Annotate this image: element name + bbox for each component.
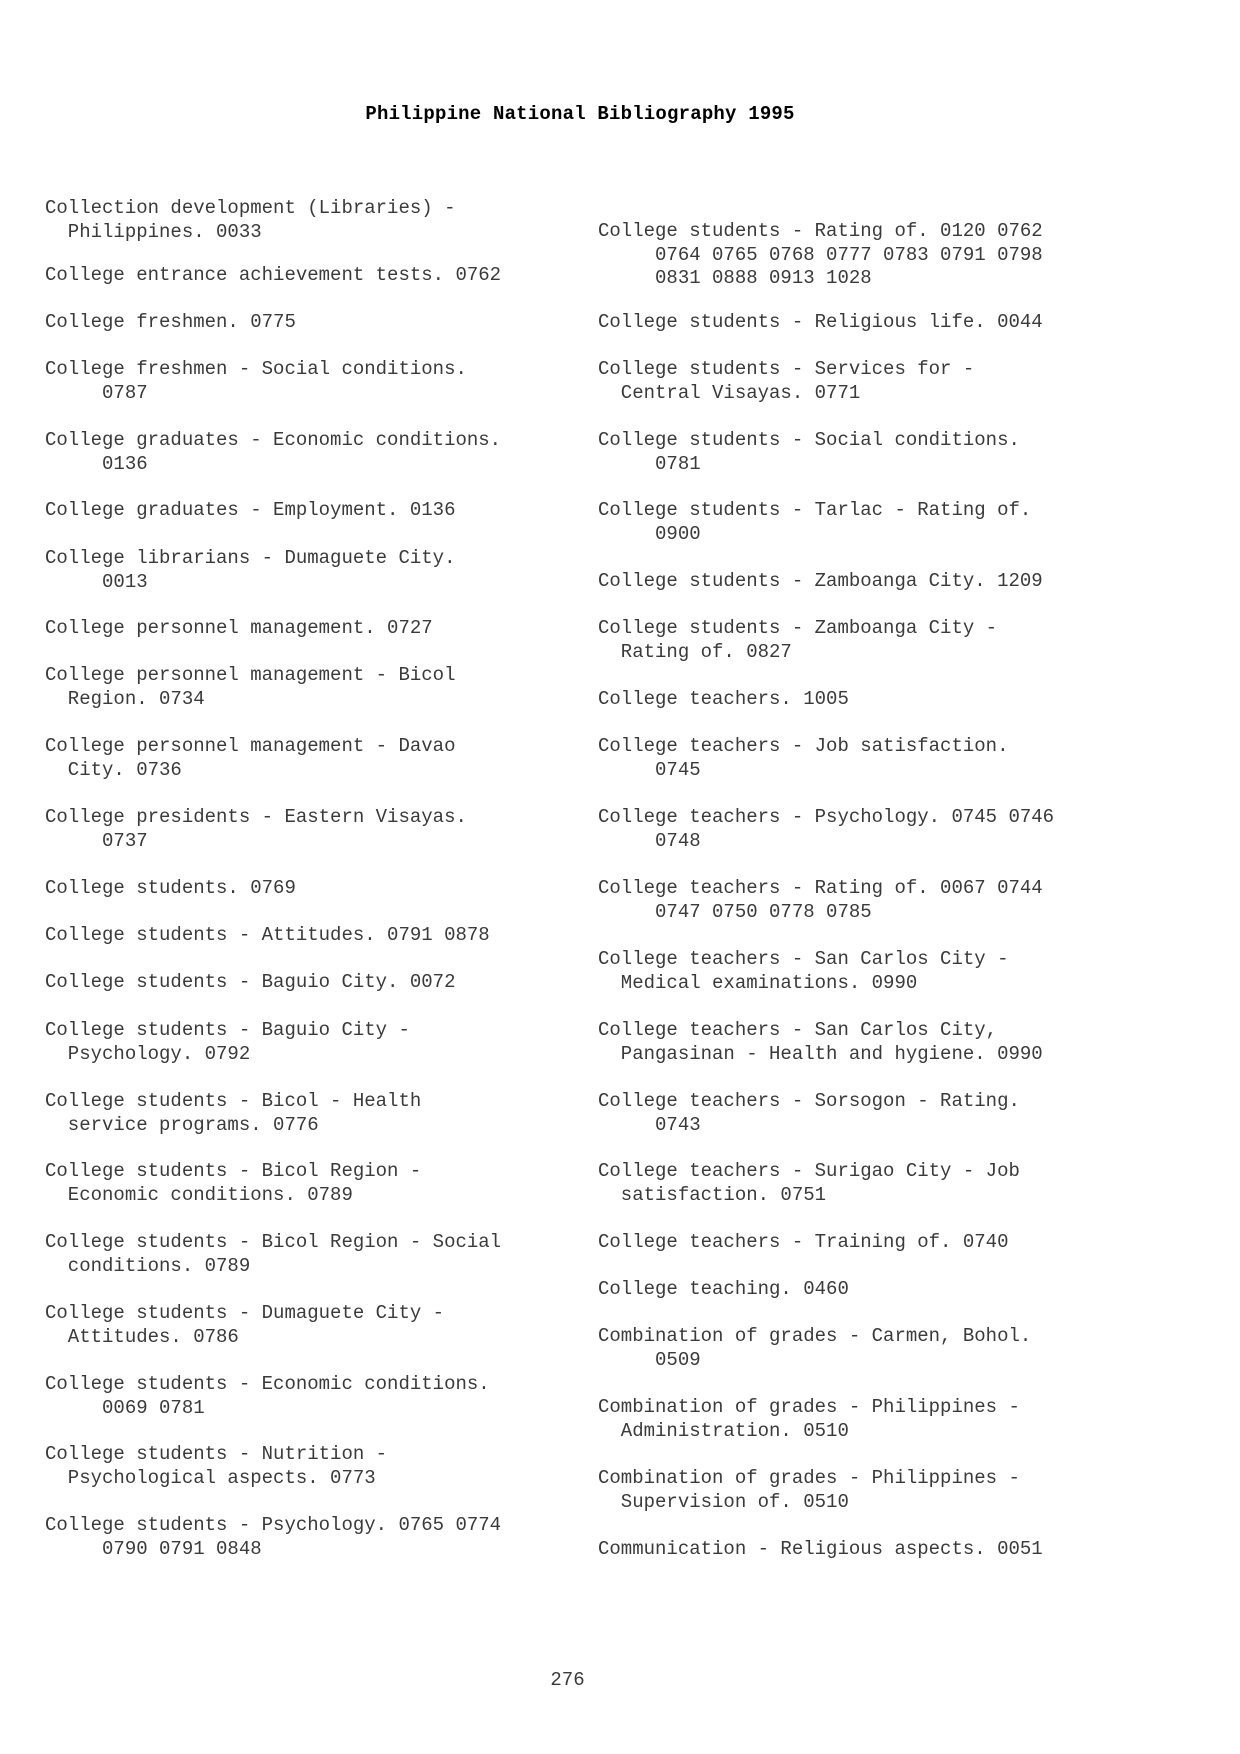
entry-line: City. 0736 xyxy=(45,758,182,781)
index-entry xyxy=(45,806,605,853)
entry-line: College personnel management - Bicol xyxy=(45,664,456,686)
entry-line: conditions. 0789 xyxy=(45,1254,251,1277)
entry-line: Psychological aspects. 0773 xyxy=(45,1466,376,1489)
entry-line: College teachers - Surigao City - Job xyxy=(598,1160,1020,1182)
page-title: Philippine National Bibliography 1995 xyxy=(365,103,795,125)
entry-line: 0069 0781 xyxy=(45,1396,205,1419)
entry-line: service programs. 0776 xyxy=(45,1113,319,1136)
entry-line: 0745 xyxy=(598,758,701,781)
index-entry xyxy=(598,311,1158,335)
entry-line: College students - Rating of. 0120 0762 xyxy=(598,220,1043,242)
index-entry xyxy=(45,1302,605,1349)
entry-line: College freshmen - Social conditions. xyxy=(45,358,467,380)
entry-line: Medical examinations. 0990 xyxy=(598,971,918,994)
entry-line: College students - Baguio City. 0072 xyxy=(45,971,456,993)
index-entry xyxy=(45,1160,605,1207)
index-entry xyxy=(45,264,605,288)
index-entry xyxy=(45,664,605,711)
index-entry xyxy=(45,1373,605,1420)
entry-line: Pangasinan - Health and hygiene. 0990 xyxy=(598,1042,1043,1065)
index-entry xyxy=(598,499,1158,546)
entry-line: College students - Baguio City - xyxy=(45,1019,410,1041)
entry-line: College students - Bicol Region - xyxy=(45,1160,422,1182)
index-entry xyxy=(598,688,1158,712)
index-entry xyxy=(598,220,1158,291)
entry-line: College teachers - San Carlos City, xyxy=(598,1019,998,1041)
index-entry xyxy=(598,1467,1158,1514)
index-entry xyxy=(598,806,1158,853)
entry-line: College teachers. 1005 xyxy=(598,688,849,710)
entry-line: Combination of grades - Philippines - xyxy=(598,1396,1020,1418)
page-number: 276 xyxy=(550,1669,585,1691)
entry-line: Collection development (Libraries) - xyxy=(45,197,456,219)
entry-line: Region. 0734 xyxy=(45,687,205,710)
entry-line: College students - Economic conditions. xyxy=(45,1373,490,1395)
index-entry xyxy=(45,1514,605,1561)
entry-line: College freshmen. 0775 xyxy=(45,311,296,333)
entry-line: College students - Services for - xyxy=(598,358,975,380)
entry-line: 0737 xyxy=(45,829,148,852)
entry-line: 0748 xyxy=(598,829,701,852)
entry-line: Philippines. 0033 xyxy=(45,220,262,243)
entry-line: College students - Dumaguete City - xyxy=(45,1302,445,1324)
index-entry xyxy=(45,877,605,901)
index-entry xyxy=(598,429,1158,476)
index-entry xyxy=(598,948,1158,995)
entry-line: College students - Bicol Region - Social xyxy=(45,1231,502,1253)
entry-line: 0013 xyxy=(45,570,148,593)
index-entry xyxy=(598,1396,1158,1443)
entry-line: College entrance achievement tests. 0762 xyxy=(45,264,502,286)
entry-line: College teachers - Job satisfaction. xyxy=(598,735,1009,757)
entry-line: 0787 xyxy=(45,381,148,404)
entry-line: College librarians - Dumaguete City. xyxy=(45,547,456,569)
entry-line: Combination of grades - Carmen, Bohol. xyxy=(598,1325,1032,1347)
index-entry xyxy=(598,358,1158,405)
index-entry xyxy=(45,429,605,476)
entry-line: Central Visayas. 0771 xyxy=(598,381,861,404)
entry-line: 0790 0791 0848 xyxy=(45,1537,262,1560)
entry-line: 0781 xyxy=(598,452,701,475)
entry-line: 0509 xyxy=(598,1348,701,1371)
entry-line: College teachers - Sorsogon - Rating. xyxy=(598,1090,1020,1112)
index-entry xyxy=(45,197,605,244)
index-entry xyxy=(45,1019,605,1066)
index-entry xyxy=(598,735,1158,782)
entry-line: Psychology. 0792 xyxy=(45,1042,251,1065)
entry-line: 0831 0888 0913 1028 xyxy=(598,267,872,290)
entry-line: 0900 xyxy=(598,522,701,545)
entry-line: College graduates - Employment. 0136 xyxy=(45,499,456,521)
index-entry xyxy=(45,1443,605,1490)
entry-line: 0136 xyxy=(45,452,148,475)
index-entry xyxy=(45,971,605,995)
entry-line: Attitudes. 0786 xyxy=(45,1325,239,1348)
index-entry xyxy=(598,1160,1158,1207)
entry-line: College students. 0769 xyxy=(45,877,296,899)
index-entry xyxy=(598,1231,1158,1255)
index-entry xyxy=(45,311,605,335)
entry-line: College personnel management - Davao xyxy=(45,735,456,757)
entry-line: College teachers - Psychology. 0745 0746 xyxy=(598,806,1055,828)
entry-line: College teachers - Rating of. 0067 0744 xyxy=(598,877,1043,899)
entry-line: College students - Tarlac - Rating of. xyxy=(598,499,1032,521)
entry-line: College personnel management. 0727 xyxy=(45,617,433,639)
entry-line: College students - Psychology. 0765 0774 xyxy=(45,1514,502,1536)
index-entry xyxy=(45,358,605,405)
entry-line: Rating of. 0827 xyxy=(598,640,792,663)
index-entry xyxy=(45,499,605,523)
index-entry xyxy=(598,617,1158,664)
index-entry xyxy=(45,924,605,948)
entry-line: College teachers - Training of. 0740 xyxy=(598,1231,1009,1253)
index-entry xyxy=(45,1090,605,1137)
index-entry xyxy=(598,1278,1158,1302)
index-entry xyxy=(45,617,605,641)
entry-line: satisfaction. 0751 xyxy=(598,1183,827,1206)
entry-line: Communication - Religious aspects. 0051 xyxy=(598,1538,1043,1560)
entry-line: College students - Attitudes. 0791 0878 xyxy=(45,924,490,946)
entry-line: Administration. 0510 xyxy=(598,1419,849,1442)
entry-line: Supervision of. 0510 xyxy=(598,1490,849,1513)
entry-line: College students - Zamboanga City. 1209 xyxy=(598,570,1043,592)
index-entry xyxy=(598,1325,1158,1372)
index-entry xyxy=(45,547,605,594)
index-entry xyxy=(598,1019,1158,1066)
entry-line: Economic conditions. 0789 xyxy=(45,1183,353,1206)
entry-line: College students - Nutrition - xyxy=(45,1443,388,1465)
index-entry xyxy=(598,877,1158,924)
entry-line: College students - Religious life. 0044 xyxy=(598,311,1043,333)
entry-line: 0764 0765 0768 0777 0783 0791 0798 xyxy=(598,243,1043,266)
entry-line: College teaching. 0460 xyxy=(598,1278,849,1300)
entry-line: Combination of grades - Philippines - xyxy=(598,1467,1020,1489)
entry-line: College teachers - San Carlos City - xyxy=(598,948,1009,970)
entry-line: College presidents - Eastern Visayas. xyxy=(45,806,467,828)
index-entry xyxy=(45,1231,605,1278)
entry-line: College students - Social conditions. xyxy=(598,429,1020,451)
entry-line: College students - Zamboanga City - xyxy=(598,617,998,639)
index-entry xyxy=(598,1090,1158,1137)
index-entry xyxy=(598,570,1158,594)
entry-line: College graduates - Economic conditions. xyxy=(45,429,502,451)
entry-line: 0747 0750 0778 0785 xyxy=(598,900,872,923)
entry-line: 0743 xyxy=(598,1113,701,1136)
index-entry xyxy=(598,1538,1158,1562)
entry-line: College students - Bicol - Health xyxy=(45,1090,422,1112)
index-entry xyxy=(45,735,605,782)
